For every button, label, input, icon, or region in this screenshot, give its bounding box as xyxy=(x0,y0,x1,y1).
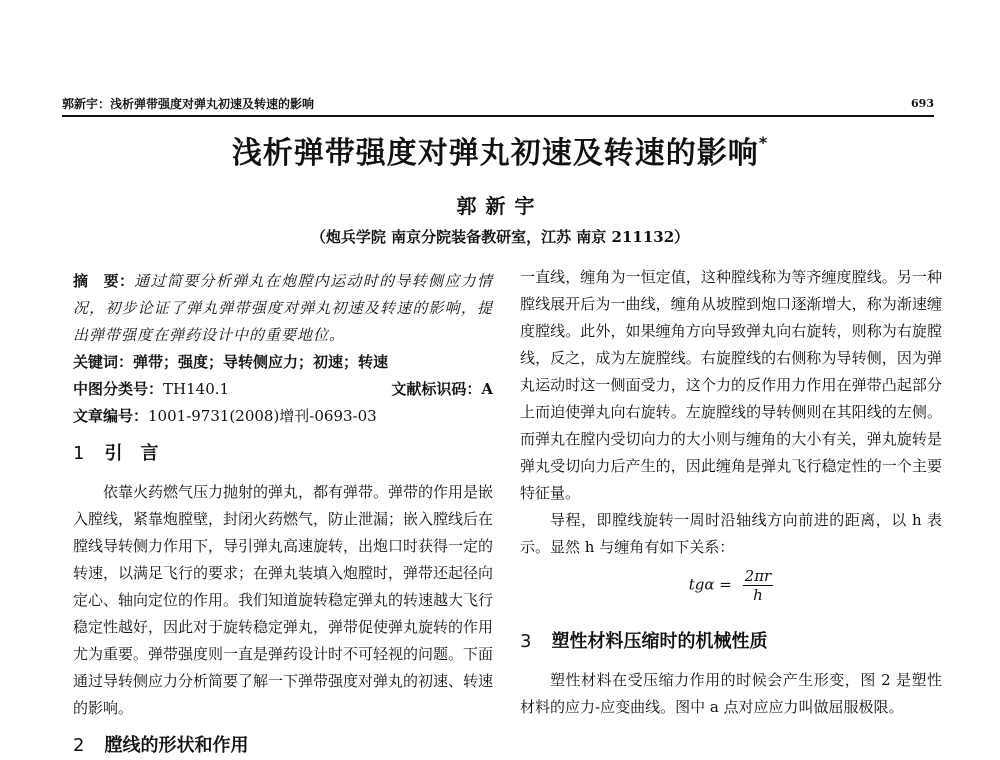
formula xyxy=(520,567,942,604)
abstract-text: 通过简要分析弹丸在炮膛内运动时的导转侧应力情况，初步论证了弹丸弹带强度对弹丸初速及转速的影响，提出弹带强度在弹药设计中的重要地位。 xyxy=(73,272,493,344)
keywords-text: 弹带；强度；导转侧应力；初速；转速 xyxy=(133,353,389,371)
section-3-number: 3 xyxy=(520,631,532,652)
affiliation: （炮兵学院 南京分院装备教研室，江苏 南京 211132） xyxy=(310,228,690,246)
running-head-title: 郭新宇：浅析弹带强度对弹丸初速及转速的影响 xyxy=(62,97,315,111)
section-2-title: 膛线的形状和作用 xyxy=(104,735,249,756)
classification-row xyxy=(73,376,493,403)
lead-paragraph: 导程，即膛线旋转一周时沿轴线方向前进的距离，以 h 表示。显然 h 与缠角有如下关系： xyxy=(520,511,942,556)
running-head xyxy=(62,93,934,117)
paper-title-text: 浅析弹带强度对弹丸初速及转速的影响 xyxy=(231,136,759,171)
title-footnote-mark: * xyxy=(758,133,769,152)
article-number-label: 文章编号： xyxy=(73,407,149,425)
abstract-label: 摘 要： xyxy=(73,272,135,290)
section-3-paragraph: 塑性材料在受压缩力作用的时候会产生形变，图 2 是塑性材料的应力-应变曲线。图中 a 点对应应力叫做屈服极限。 xyxy=(520,671,942,716)
right-column xyxy=(520,264,942,721)
section-1-title: 引 言 xyxy=(104,443,159,464)
rifling-paragraph: 一直线，缠角为一恒定值，这种膛线称为等齐缠度膛线。另一种膛线展开后为一曲线，缠角从坡膛到炮口逐渐增大，称为渐速缠度膛线。此外，如果缠角方向导致弹丸向右旋转，则称为右旋膛线，反之，成为左旋膛线。右旋膛线的右侧称为导转侧，因为弹丸运动时这一侧面受力，这个力的反作用力作用在弹带凸起部分上而迫使弹丸向右旋转。左旋膛线的导转侧则在其阳线的左侧。而弹丸在膛内受切向力的大小则与缠角的大小有关，弹丸旋转是弹丸受切向力后产生的，因此缠角是弹丸飞行稳定性的一个主要特征量。 xyxy=(520,268,942,502)
doc-code-value: A xyxy=(481,380,493,398)
formula-numerator: 2πr xyxy=(744,567,772,585)
doc-code xyxy=(391,376,493,403)
section-2-heading xyxy=(73,732,493,759)
article-number-value: 1001-9731(2008)增刊-0693-03 xyxy=(148,407,377,425)
keywords xyxy=(73,349,493,376)
formula-fraction xyxy=(743,567,774,604)
formula-denominator: h xyxy=(753,586,763,604)
doc-code-label: 文献标识码： xyxy=(391,380,482,398)
section-3-title: 塑性材料压缩时的机械性质 xyxy=(551,631,768,652)
formula-lhs: tgα = xyxy=(688,575,732,594)
author: 郭新宇 xyxy=(456,194,544,218)
section-1-heading xyxy=(73,440,493,467)
paper-title xyxy=(0,128,1000,172)
section-2-number: 2 xyxy=(73,735,85,756)
abstract xyxy=(73,268,493,349)
classification-value: TH140.1 xyxy=(163,380,230,398)
section-1-paragraph: 依靠火药燃气压力抛射的弹丸，都有弹带。弹带的作用是嵌入膛线，紧靠炮膛壁，封闭火药燃气，防止泄漏；嵌入膛线后在膛线导转侧力作用下，导引弹丸高速旋转，出炮口时获得一定的转速，以满足飞行的要求；在弹丸装填入炮膛时，弹带还起径向定心、轴向定位的作用。我们知道旋转稳定弹丸的转速越大飞行稳定性越好，因此对于旋转稳定弹丸，弹带促使弹丸旋转的作用尤为重要。弹带强度则一直是弹药设计时不可轻视的问题。下面通过导转侧应力分析简要了解一下弹带强度对弹丸的初速、转速的影响。 xyxy=(73,483,494,717)
left-column xyxy=(73,268,493,759)
keywords-label: 关键词： xyxy=(73,353,134,371)
section-1-number: 1 xyxy=(73,443,85,464)
page-number: 693 xyxy=(911,97,934,110)
classification-label: 中图分类号： xyxy=(73,380,164,398)
article-number-row xyxy=(73,403,493,430)
section-3-heading xyxy=(520,628,942,655)
